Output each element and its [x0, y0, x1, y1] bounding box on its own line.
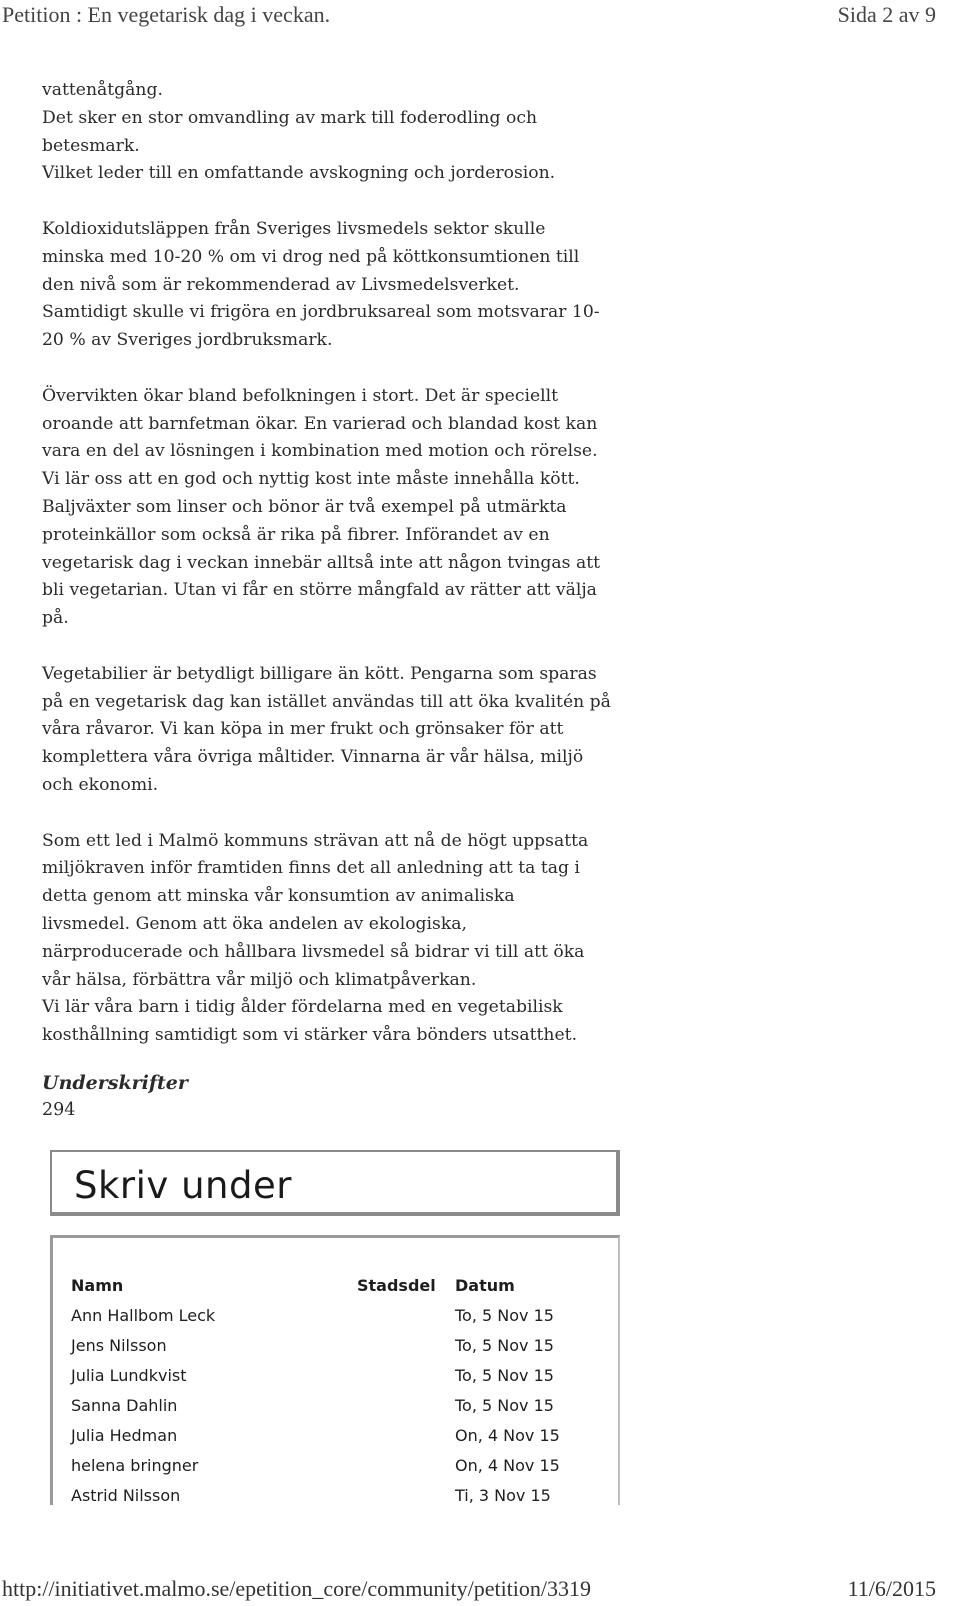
signer-district	[357, 1330, 455, 1360]
body-line: på en vegetarisk dag kan istället användas till att öka kvalitén på	[42, 691, 611, 712]
body-line: Vegetabilier är betydligt billigare än kött. Pengarna som sparas	[42, 663, 597, 684]
table-row	[71, 1420, 585, 1450]
body-line: Samtidigt skulle vi frigöra en jordbruksareal som motsvarar 10-	[42, 302, 600, 323]
signatures-panel	[50, 1235, 620, 1505]
signer-name: Julia Hedman	[71, 1425, 178, 1445]
signer-name: Ann Hallbom Leck	[71, 1305, 216, 1325]
signer-district	[357, 1390, 455, 1420]
body-line: vår hälsa, förbättra vår miljö och klimatpåverkan.	[42, 969, 477, 990]
body-paragraph	[42, 383, 642, 633]
body-line: proteinkällor som också är rika på fibrer. Införandet av en	[42, 524, 550, 545]
signer-district	[357, 1360, 455, 1390]
body-line: på.	[42, 608, 69, 629]
body-line: närproducerade och hållbara livsmedel så bidrar vi till att öka	[42, 941, 585, 962]
signer-district	[357, 1420, 455, 1450]
signature-date: To, 5 Nov 15	[455, 1305, 554, 1325]
print-date: 11/6/2015	[847, 1576, 936, 1601]
signature-date: On, 4 Nov 15	[455, 1455, 560, 1475]
body-paragraph	[42, 77, 642, 188]
signatures-table-body	[71, 1300, 585, 1510]
body-line: Vi lär våra barn i tidig ålder fördelarna med en vegetabilisk	[42, 997, 563, 1018]
signer-name: Jens Nilsson	[71, 1335, 167, 1355]
signer-district	[357, 1450, 455, 1480]
petition-body	[42, 77, 642, 1050]
body-line: detta genom att minska vår konsumtion av animaliska	[42, 886, 515, 907]
signature-date: To, 5 Nov 15	[455, 1335, 554, 1355]
body-line: vara en del av lösningen i kombination med motion och rörelse.	[42, 441, 598, 462]
signer-name: Astrid Nilsson	[71, 1485, 181, 1505]
body-line: Vilket leder till en omfattande avskogning och jorderosion.	[42, 163, 556, 184]
signatures-heading: Underskrifter	[42, 1072, 188, 1094]
signature-date: To, 5 Nov 15	[455, 1395, 554, 1415]
page-number: Sida 2 av 9	[837, 2, 936, 27]
body-paragraph	[42, 661, 642, 800]
body-line: Koldioxidutsläppen från Sveriges livsmedels sektor skulle	[42, 218, 546, 239]
signature-count: 294	[42, 1100, 76, 1120]
table-row	[71, 1480, 585, 1510]
document-title: Petition : En vegetarisk dag i veckan.	[2, 2, 331, 27]
body-paragraph	[42, 216, 642, 355]
body-paragraph	[42, 828, 642, 1050]
body-line: och ekonomi.	[42, 774, 159, 795]
body-line: minska med 10-20 % om vi drog ned på köttkonsumtionen till	[42, 246, 580, 267]
column-header-district: Stadsdel	[357, 1275, 436, 1295]
body-line: kosthållning samtidigt som vi stärker våra bönders utsatthet.	[42, 1025, 578, 1046]
body-line: oroande att barnfetman ökar. En varierad och blandad kost kan	[42, 413, 598, 434]
body-line: miljökraven inför framtiden finns det all anledning att ta tag i	[42, 858, 580, 879]
signature-date: On, 4 Nov 15	[455, 1425, 560, 1445]
body-line: våra råvaror. Vi kan köpa in mer frukt och grönsaker för att	[42, 719, 564, 740]
sign-petition-label: Skriv under	[74, 1164, 292, 1207]
signature-date: To, 5 Nov 15	[455, 1365, 554, 1385]
body-line: vegetarisk dag i veckan innebär alltså inte att någon tvingas att	[42, 552, 601, 573]
body-line: bli vegetarian. Utan vi får en större mångfald av rätter att välja	[42, 580, 597, 601]
signer-name: helena bringner	[71, 1455, 199, 1475]
table-row	[71, 1360, 585, 1390]
signer-name: Julia Lundkvist	[71, 1365, 187, 1385]
signer-district	[357, 1300, 455, 1330]
body-line: Vi lär oss att en god och nyttig kost inte måste innehålla kött.	[42, 469, 580, 490]
table-row	[71, 1300, 585, 1330]
body-line: Det sker en stor omvandling av mark till foderodling och	[42, 107, 538, 128]
body-line: Som ett led i Malmö kommuns strävan att nå de högt uppsatta	[42, 830, 589, 851]
body-line: Baljväxter som linser och bönor är två exempel på utmärkta	[42, 496, 567, 517]
signatures-table	[71, 1270, 585, 1510]
body-line: den nivå som är rekommenderad av Livsmedelsverket.	[42, 274, 520, 295]
print-header	[0, 0, 960, 40]
body-line: livsmedel. Genom att öka andelen av ekologiska,	[42, 913, 468, 934]
sign-petition-button[interactable]	[50, 1150, 620, 1216]
signer-district	[357, 1480, 455, 1510]
body-line: betesmark.	[42, 135, 140, 156]
table-row	[71, 1450, 585, 1480]
signatures-table-header	[71, 1270, 585, 1300]
print-footer	[0, 1570, 960, 1606]
body-line: Övervikten ökar bland befolkningen i stort. Det är speciellt	[42, 385, 559, 406]
table-row	[71, 1390, 585, 1420]
body-line: 20 % av Sveriges jordbruksmark.	[42, 330, 333, 351]
signature-date: Ti, 3 Nov 15	[455, 1485, 551, 1505]
body-line: vattenåtgång.	[42, 80, 163, 100]
body-line: komplettera våra övriga måltider. Vinnarna är vår hälsa, miljö	[42, 747, 584, 768]
signer-name: Sanna Dahlin	[71, 1395, 178, 1415]
table-row	[71, 1330, 585, 1360]
page-url: http://initiativet.malmo.se/epetition_core/community/petition/3319	[2, 1576, 592, 1601]
column-header-date: Datum	[455, 1275, 515, 1295]
column-header-name: Namn	[71, 1275, 124, 1295]
